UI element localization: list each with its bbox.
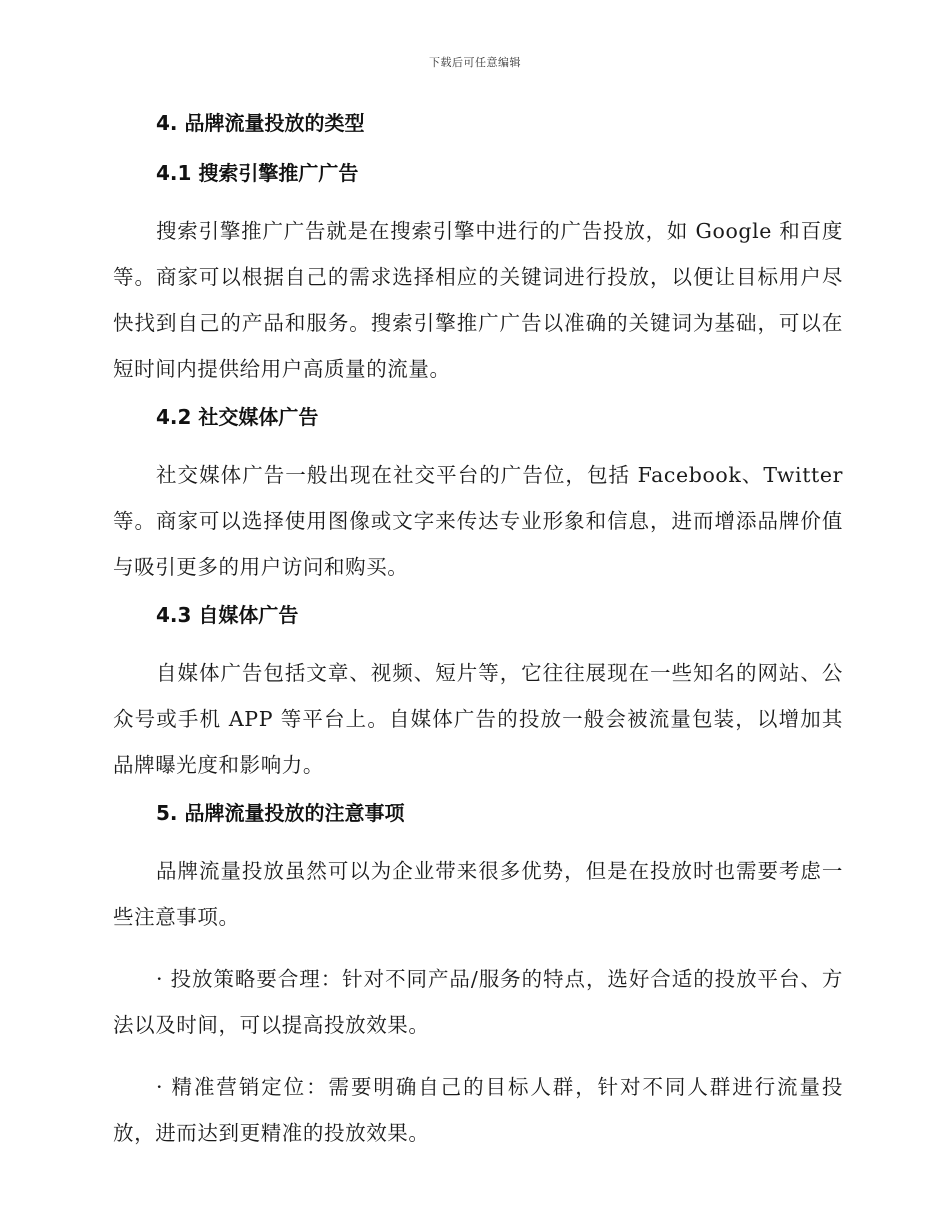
paragraph-social-ads: 社交媒体广告一般出现在社交平台的广告位，包括 Facebook、Twitter 等。商家可以选择使用图像或文字来传达专业形象和信息，进而增添品牌价值与吸引更多的用户访问和购买。	[113, 463, 843, 579]
heading-section-4-3: 4.3 自媒体广告	[156, 603, 299, 627]
header-note: 下载后可任意编辑	[429, 56, 521, 69]
heading-section-5: 5. 品牌流量投放的注意事项	[156, 801, 405, 825]
paragraph-self-media-ads: 自媒体广告包括文章、视频、短片等，它往往展现在一些知名的网站、公众号或手机 APP 等平台上。自媒体广告的投放一般会被流量包装，以增加其品牌曝光度和影响力。	[113, 661, 843, 777]
heading-section-4-2: 4.2 社交媒体广告	[156, 405, 319, 429]
bullet-targeting: · 精准营销定位：需要明确自己的目标人群，针对不同人群进行流量投放，进而达到更精准的投放效果。	[113, 1075, 843, 1145]
paragraph-search-ads: 搜索引擎推广广告就是在搜索引擎中进行的广告投放，如 Google 和百度等。商家可以根据自己的需求选择相应的关键词进行投放，以便让目标用户尽快找到自己的产品和服务。搜索引擎推广广告以准确的关键词为基础，可以在短时间内提供给用户高质量的流量。	[113, 219, 843, 381]
heading-section-4-1: 4.1 搜索引擎推广广告	[156, 161, 359, 185]
heading-section-4: 4. 品牌流量投放的类型	[156, 111, 365, 135]
bullet-strategy: · 投放策略要合理：针对不同产品/服务的特点，选好合适的投放平台、方法以及时间，可以提高投放效果。	[113, 967, 843, 1037]
paragraph-notes-intro: 品牌流量投放虽然可以为企业带来很多优势，但是在投放时也需要考虑一些注意事项。	[113, 859, 843, 929]
document-body	[113, 108, 843, 1172]
